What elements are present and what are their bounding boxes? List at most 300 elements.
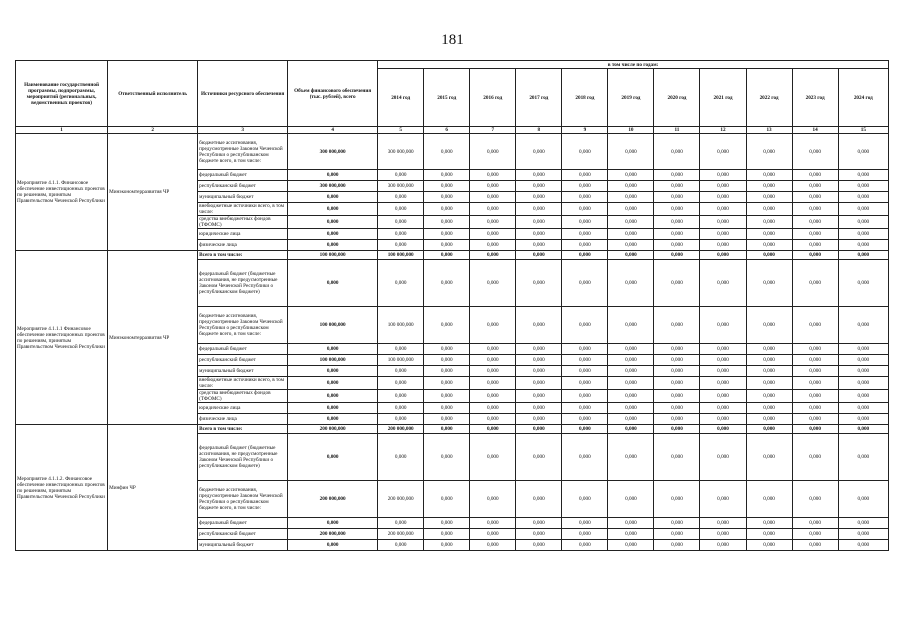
column-number: 2 — [108, 127, 198, 134]
year-amount: 0,000 — [378, 192, 424, 203]
year-amount: 0,000 — [746, 540, 792, 551]
year-amount: 0,000 — [700, 403, 746, 414]
funding-source: федеральный бюджет — [198, 518, 288, 529]
year-amount: 0,000 — [654, 518, 700, 529]
year-amount: 0,000 — [654, 307, 700, 344]
year-amount: 0,000 — [424, 260, 470, 307]
total-amount: 0,000 — [288, 377, 378, 390]
year-amount: 0,000 — [562, 260, 608, 307]
year-amount: 0,000 — [700, 355, 746, 366]
year-amount: 0,000 — [700, 170, 746, 181]
year-amount: 0,000 — [424, 425, 470, 434]
year-amount: 0,000 — [700, 192, 746, 203]
year-amount: 100 000,000 — [378, 307, 424, 344]
year-amount: 0,000 — [608, 377, 654, 390]
year-amount: 0,000 — [792, 181, 838, 192]
year-amount: 0,000 — [746, 307, 792, 344]
column-number: 5 — [378, 127, 424, 134]
year-amount: 0,000 — [838, 240, 888, 251]
year-amount: 200 000,000 — [378, 529, 424, 540]
year-amount: 0,000 — [838, 181, 888, 192]
year-amount: 0,000 — [838, 529, 888, 540]
year-amount: 0,000 — [700, 414, 746, 425]
year-amount: 0,000 — [562, 170, 608, 181]
funding-source: бюджетные ассигнования, предусмотренные Законом Чеченской Республики о республиканском бюджете всего, в том числе: — [198, 307, 288, 344]
year-amount: 0,000 — [516, 240, 562, 251]
funding-source: средства внебюджетных фондов (ТФОМС) — [198, 216, 288, 229]
year-amount: 0,000 — [654, 344, 700, 355]
year-amount: 0,000 — [562, 529, 608, 540]
year-amount: 0,000 — [654, 425, 700, 434]
year-amount: 0,000 — [470, 434, 516, 481]
year-amount: 0,000 — [654, 181, 700, 192]
year-amount: 0,000 — [562, 240, 608, 251]
year-amount: 0,000 — [378, 260, 424, 307]
year-amount: 0,000 — [838, 414, 888, 425]
year-amount: 0,000 — [700, 307, 746, 344]
total-amount: 0,000 — [288, 518, 378, 529]
year-amount: 0,000 — [838, 134, 888, 170]
year-amount: 0,000 — [746, 390, 792, 403]
header-total: Объем финансового обеспечения (тыс. рублей), всего — [288, 61, 378, 127]
header-year: 2024 год — [838, 69, 888, 127]
funding-source: республиканский бюджет — [198, 181, 288, 192]
year-amount: 0,000 — [746, 181, 792, 192]
year-amount: 0,000 — [424, 540, 470, 551]
year-amount: 0,000 — [608, 307, 654, 344]
total-amount: 0,000 — [288, 344, 378, 355]
year-amount: 0,000 — [378, 403, 424, 414]
year-amount: 0,000 — [562, 518, 608, 529]
year-amount: 0,000 — [654, 355, 700, 366]
year-amount: 0,000 — [424, 481, 470, 518]
year-amount: 0,000 — [424, 170, 470, 181]
funding-source: бюджетные ассигнования, предусмотренные Законом Чеченской Республики о республиканском бюджете всего, в том числе: — [198, 481, 288, 518]
year-amount: 0,000 — [838, 307, 888, 344]
year-amount: 0,000 — [562, 251, 608, 260]
year-amount: 0,000 — [746, 251, 792, 260]
year-amount: 0,000 — [608, 170, 654, 181]
year-amount: 0,000 — [700, 425, 746, 434]
year-amount: 0,000 — [792, 403, 838, 414]
year-amount: 0,000 — [654, 366, 700, 377]
year-amount: 0,000 — [608, 403, 654, 414]
year-amount: 0,000 — [516, 251, 562, 260]
year-amount: 0,000 — [608, 481, 654, 518]
header-source: Источники ресурсного обеспечения — [198, 61, 288, 127]
year-amount: 0,000 — [470, 481, 516, 518]
year-amount: 0,000 — [792, 260, 838, 307]
year-amount: 0,000 — [654, 481, 700, 518]
year-amount: 0,000 — [516, 203, 562, 216]
year-amount: 0,000 — [654, 529, 700, 540]
year-amount: 0,000 — [654, 260, 700, 307]
year-amount: 0,000 — [424, 403, 470, 414]
year-amount: 0,000 — [700, 134, 746, 170]
year-amount: 0,000 — [746, 414, 792, 425]
year-amount: 0,000 — [654, 216, 700, 229]
funding-table — [15, 60, 889, 551]
year-amount: 0,000 — [746, 377, 792, 390]
year-amount: 0,000 — [470, 181, 516, 192]
year-amount: 0,000 — [516, 181, 562, 192]
year-amount: 0,000 — [608, 240, 654, 251]
responsible-executor: Минэкономтерразвития ЧР — [108, 134, 198, 251]
funding-source: федеральный бюджет (бюджетные ассигнования, не предусмотренные Законом Чеченской Республики о республиканском бюджете) — [198, 260, 288, 307]
funding-source: физические лица — [198, 240, 288, 251]
year-amount: 0,000 — [562, 216, 608, 229]
year-amount: 0,000 — [654, 390, 700, 403]
year-amount: 0,000 — [654, 540, 700, 551]
funding-source: муниципальный бюджет — [198, 366, 288, 377]
year-amount: 0,000 — [424, 229, 470, 240]
year-amount: 0,000 — [746, 260, 792, 307]
year-amount: 0,000 — [792, 216, 838, 229]
year-amount: 0,000 — [838, 425, 888, 434]
year-amount: 0,000 — [700, 251, 746, 260]
year-amount: 0,000 — [378, 366, 424, 377]
year-amount: 0,000 — [562, 192, 608, 203]
year-amount: 0,000 — [424, 251, 470, 260]
year-amount: 0,000 — [470, 192, 516, 203]
year-amount: 0,000 — [470, 344, 516, 355]
column-number: 13 — [746, 127, 792, 134]
year-amount: 0,000 — [562, 390, 608, 403]
year-amount: 0,000 — [746, 403, 792, 414]
year-amount: 0,000 — [424, 344, 470, 355]
year-amount: 0,000 — [424, 414, 470, 425]
year-amount: 0,000 — [700, 240, 746, 251]
year-amount: 0,000 — [746, 366, 792, 377]
year-amount: 0,000 — [516, 425, 562, 434]
header-year: 2023 год — [792, 69, 838, 127]
year-amount: 0,000 — [424, 240, 470, 251]
table-row — [16, 134, 889, 170]
year-amount: 0,000 — [470, 377, 516, 390]
year-amount: 0,000 — [470, 240, 516, 251]
year-amount: 0,000 — [608, 390, 654, 403]
year-amount: 0,000 — [562, 181, 608, 192]
year-amount: 0,000 — [424, 377, 470, 390]
table-row — [16, 251, 889, 260]
funding-source: юридические лица — [198, 403, 288, 414]
year-amount: 0,000 — [654, 170, 700, 181]
year-amount: 0,000 — [700, 518, 746, 529]
year-amount: 0,000 — [562, 344, 608, 355]
column-numbers-row — [16, 127, 889, 134]
column-number: 12 — [700, 127, 746, 134]
year-amount: 0,000 — [516, 344, 562, 355]
year-amount: 0,000 — [700, 229, 746, 240]
funding-source: физические лица — [198, 414, 288, 425]
year-amount: 0,000 — [516, 170, 562, 181]
year-amount: 0,000 — [792, 518, 838, 529]
column-number: 4 — [288, 127, 378, 134]
year-amount: 0,000 — [516, 377, 562, 390]
year-amount: 0,000 — [838, 434, 888, 481]
measure-name: Мероприятие 4.1.1.2. Финансовое обеспечение инвестиционных проектов по решениям, принятым Правительством Чеченской Республики — [16, 425, 108, 551]
responsible-executor: Минфин ЧР — [108, 425, 198, 551]
funding-source: внебюджетные источники всего, в том числе: — [198, 203, 288, 216]
year-amount: 0,000 — [838, 540, 888, 551]
year-amount: 0,000 — [470, 260, 516, 307]
year-amount: 0,000 — [792, 170, 838, 181]
year-amount: 0,000 — [700, 181, 746, 192]
year-amount: 0,000 — [608, 251, 654, 260]
year-amount: 0,000 — [516, 366, 562, 377]
total-amount: 0,000 — [288, 390, 378, 403]
year-amount: 0,000 — [378, 377, 424, 390]
header-year: 2021 год — [700, 69, 746, 127]
funding-source: средства внебюджетных фондов (ТФОМС) — [198, 390, 288, 403]
year-amount: 0,000 — [792, 425, 838, 434]
year-amount: 0,000 — [562, 134, 608, 170]
year-amount: 0,000 — [562, 229, 608, 240]
year-amount: 0,000 — [746, 240, 792, 251]
year-amount: 0,000 — [470, 216, 516, 229]
year-amount: 0,000 — [700, 390, 746, 403]
header-name: Наименование государственной программы, подпрограммы, мероприятий (региональных, ведомственных проектов) — [16, 61, 108, 127]
year-amount: 0,000 — [608, 366, 654, 377]
total-amount: 0,000 — [288, 414, 378, 425]
year-amount: 0,000 — [516, 518, 562, 529]
year-amount: 0,000 — [838, 170, 888, 181]
year-amount: 0,000 — [608, 355, 654, 366]
header-year: 2014 год — [378, 69, 424, 127]
year-amount: 0,000 — [792, 390, 838, 403]
year-amount: 0,000 — [424, 181, 470, 192]
year-amount: 0,000 — [654, 192, 700, 203]
total-amount: 0,000 — [288, 240, 378, 251]
year-amount: 0,000 — [378, 216, 424, 229]
year-amount: 0,000 — [470, 414, 516, 425]
year-amount: 0,000 — [746, 192, 792, 203]
year-amount: 0,000 — [654, 414, 700, 425]
year-amount: 0,000 — [838, 390, 888, 403]
total-amount: 0,000 — [288, 260, 378, 307]
year-amount: 0,000 — [516, 307, 562, 344]
measure-name: Мероприятие 4.1.1. Финансовое обеспечение инвестиционных проектов по решениям, принятым Правительством Чеченской Республики — [16, 134, 108, 251]
year-amount: 0,000 — [516, 229, 562, 240]
year-amount: 0,000 — [516, 192, 562, 203]
year-amount: 0,000 — [608, 434, 654, 481]
year-amount: 0,000 — [378, 540, 424, 551]
year-amount: 0,000 — [378, 434, 424, 481]
year-amount: 0,000 — [654, 203, 700, 216]
year-amount: 0,000 — [608, 192, 654, 203]
year-amount: 0,000 — [424, 355, 470, 366]
year-amount: 0,000 — [562, 203, 608, 216]
total-amount: 0,000 — [288, 540, 378, 551]
year-amount: 0,000 — [746, 344, 792, 355]
year-amount: 0,000 — [838, 344, 888, 355]
total-amount: 0,000 — [288, 216, 378, 229]
year-amount: 0,000 — [700, 434, 746, 481]
year-amount: 0,000 — [838, 355, 888, 366]
year-amount: 200 000,000 — [378, 425, 424, 434]
year-amount: 0,000 — [470, 251, 516, 260]
column-number: 3 — [198, 127, 288, 134]
header-year: 2022 год — [746, 69, 792, 127]
year-amount: 0,000 — [470, 134, 516, 170]
year-amount: 0,000 — [792, 344, 838, 355]
column-number: 11 — [654, 127, 700, 134]
year-amount: 0,000 — [516, 481, 562, 518]
funding-source: федеральный бюджет (бюджетные ассигнования, не предусмотренные Законом Чеченской Республики о республиканском бюджете) — [198, 434, 288, 481]
year-amount: 0,000 — [516, 390, 562, 403]
table-row — [16, 425, 889, 434]
year-amount: 0,000 — [700, 377, 746, 390]
year-amount: 0,000 — [378, 203, 424, 216]
year-amount: 0,000 — [700, 344, 746, 355]
responsible-executor: Минэкономтерразвития ЧР — [108, 251, 198, 425]
funding-source: федеральный бюджет — [198, 170, 288, 181]
year-amount: 0,000 — [516, 134, 562, 170]
year-amount: 0,000 — [516, 403, 562, 414]
year-amount: 0,000 — [838, 518, 888, 529]
year-amount: 0,000 — [424, 390, 470, 403]
year-amount: 0,000 — [378, 344, 424, 355]
year-amount: 0,000 — [424, 216, 470, 229]
year-amount: 0,000 — [700, 540, 746, 551]
funding-source: Всего в том числе: — [198, 425, 288, 434]
page-number: 181 — [441, 32, 464, 48]
year-amount: 0,000 — [470, 229, 516, 240]
year-amount: 0,000 — [792, 414, 838, 425]
year-amount: 0,000 — [470, 540, 516, 551]
total-amount: 100 000,000 — [288, 251, 378, 260]
year-amount: 0,000 — [838, 203, 888, 216]
year-amount: 0,000 — [746, 481, 792, 518]
total-amount: 300 000,000 — [288, 181, 378, 192]
year-amount: 0,000 — [562, 481, 608, 518]
year-amount: 0,000 — [516, 540, 562, 551]
year-amount: 0,000 — [746, 425, 792, 434]
year-amount: 0,000 — [700, 481, 746, 518]
year-amount: 0,000 — [562, 414, 608, 425]
year-amount: 0,000 — [562, 307, 608, 344]
year-amount: 0,000 — [562, 434, 608, 481]
year-amount: 0,000 — [792, 481, 838, 518]
year-amount: 0,000 — [746, 170, 792, 181]
funding-source: республиканский бюджет — [198, 355, 288, 366]
year-amount: 0,000 — [378, 518, 424, 529]
year-amount: 0,000 — [654, 434, 700, 481]
year-amount: 0,000 — [746, 355, 792, 366]
year-amount: 0,000 — [516, 434, 562, 481]
year-amount: 0,000 — [792, 307, 838, 344]
year-amount: 0,000 — [654, 377, 700, 390]
column-number: 1 — [16, 127, 108, 134]
year-amount: 0,000 — [562, 366, 608, 377]
year-amount: 0,000 — [562, 355, 608, 366]
year-amount: 0,000 — [746, 134, 792, 170]
year-amount: 0,000 — [838, 192, 888, 203]
year-amount: 0,000 — [792, 377, 838, 390]
year-amount: 0,000 — [792, 134, 838, 170]
year-amount: 0,000 — [792, 240, 838, 251]
year-amount: 0,000 — [838, 403, 888, 414]
year-amount: 0,000 — [654, 403, 700, 414]
header-year: 2016 год — [470, 69, 516, 127]
year-amount: 0,000 — [562, 403, 608, 414]
total-amount: 200 000,000 — [288, 425, 378, 434]
header-year: 2015 год — [424, 69, 470, 127]
column-number: 6 — [424, 127, 470, 134]
total-amount: 0,000 — [288, 203, 378, 216]
year-amount: 0,000 — [424, 529, 470, 540]
year-amount: 0,000 — [746, 229, 792, 240]
year-amount: 0,000 — [608, 134, 654, 170]
year-amount: 0,000 — [746, 216, 792, 229]
year-amount: 0,000 — [424, 192, 470, 203]
year-amount: 0,000 — [470, 355, 516, 366]
year-amount: 0,000 — [516, 260, 562, 307]
year-amount: 0,000 — [838, 229, 888, 240]
measure-name: Мероприятие 4.1.1.1 Финансовое обеспечение инвестиционных проектов по решениям, принятым Правительством Чеченской Республики — [16, 251, 108, 425]
year-amount: 0,000 — [470, 403, 516, 414]
year-amount: 0,000 — [378, 414, 424, 425]
year-amount: 0,000 — [470, 307, 516, 344]
year-amount: 0,000 — [792, 355, 838, 366]
year-amount: 0,000 — [378, 240, 424, 251]
year-amount: 0,000 — [608, 344, 654, 355]
year-amount: 0,000 — [378, 390, 424, 403]
funding-source: федеральный бюджет — [198, 344, 288, 355]
year-amount: 0,000 — [838, 481, 888, 518]
year-amount: 0,000 — [654, 240, 700, 251]
total-amount: 200 000,000 — [288, 481, 378, 518]
funding-source: юридические лица — [198, 229, 288, 240]
year-amount: 0,000 — [470, 518, 516, 529]
column-number: 9 — [562, 127, 608, 134]
year-amount: 0,000 — [470, 529, 516, 540]
year-amount: 0,000 — [608, 181, 654, 192]
header-year: 2018 год — [562, 69, 608, 127]
year-amount: 0,000 — [746, 434, 792, 481]
column-number: 7 — [470, 127, 516, 134]
year-amount: 0,000 — [424, 366, 470, 377]
year-amount: 0,000 — [516, 529, 562, 540]
year-amount: 100 000,000 — [378, 355, 424, 366]
year-amount: 0,000 — [608, 229, 654, 240]
year-amount: 0,000 — [378, 170, 424, 181]
total-amount: 0,000 — [288, 170, 378, 181]
year-amount: 0,000 — [562, 425, 608, 434]
year-amount: 0,000 — [838, 216, 888, 229]
year-amount: 0,000 — [792, 251, 838, 260]
year-amount: 0,000 — [654, 229, 700, 240]
header-year: 2019 год — [608, 69, 654, 127]
year-amount: 0,000 — [424, 134, 470, 170]
total-amount: 0,000 — [288, 403, 378, 414]
funding-source: внебюджетные источники всего, в том числе: — [198, 377, 288, 390]
year-amount: 0,000 — [470, 203, 516, 216]
column-number: 14 — [792, 127, 838, 134]
year-amount: 0,000 — [700, 203, 746, 216]
column-number: 15 — [838, 127, 888, 134]
funding-source: муниципальный бюджет — [198, 540, 288, 551]
total-amount: 0,000 — [288, 366, 378, 377]
year-amount: 0,000 — [838, 251, 888, 260]
year-amount: 0,000 — [700, 216, 746, 229]
year-amount: 0,000 — [746, 529, 792, 540]
year-amount: 0,000 — [792, 203, 838, 216]
header-year: 2017 год — [516, 69, 562, 127]
year-amount: 0,000 — [792, 366, 838, 377]
column-number: 10 — [608, 127, 654, 134]
year-amount: 300 000,000 — [378, 134, 424, 170]
